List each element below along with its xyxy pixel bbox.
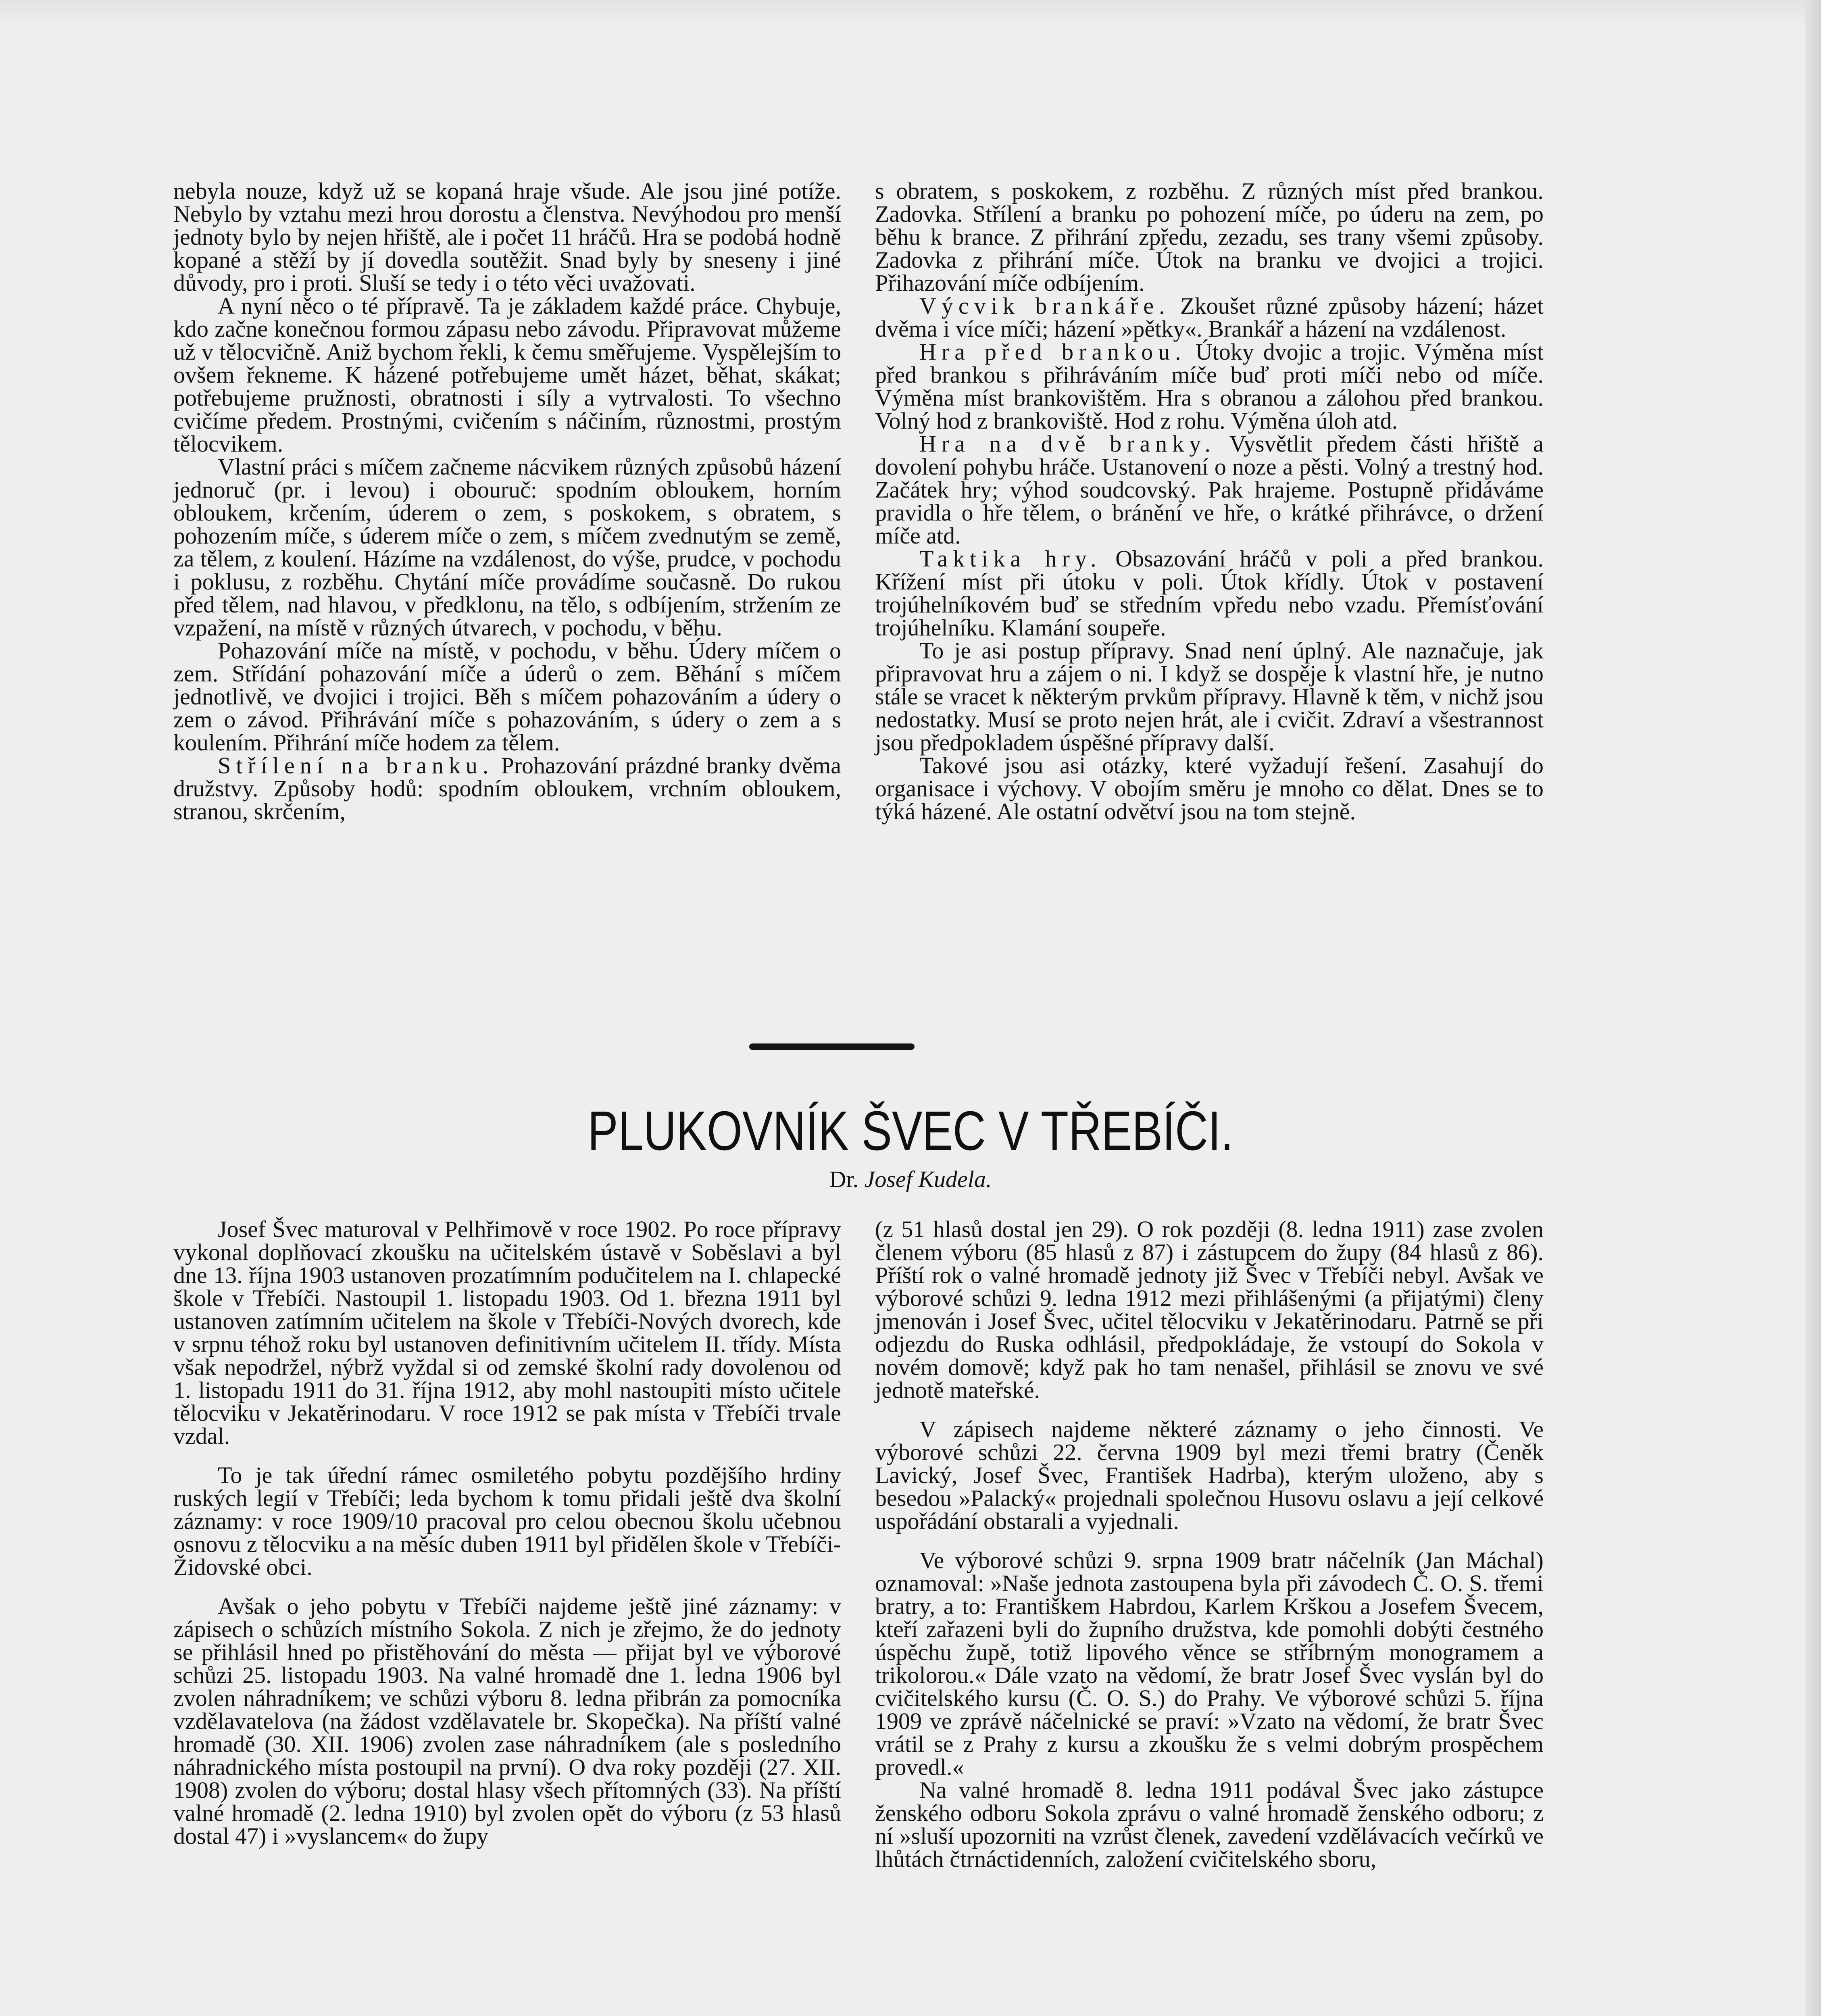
paragraph: [875, 432, 1544, 547]
scan-shadow-right: [1805, 0, 1821, 2016]
section-text: Prohazování prázdné branky dvěma družstvy. Způsoby hodů: spodním obloukem, vrchním obloukem, stranou, skrčením,: [173, 752, 841, 825]
paragraph: s obratem, s poskokem, z rozběhu. Z různých míst před brankou. Zadovka. Střílení a branku po pohození míče, po úderu na zem, po běhu k brance. Z přihrání zpředu, zezadu, ses trany všemi způsoby. Zadovka z přihrání míče. Útok na branku ve dvojici a trojici. Přihazování míče odbíjením.: [875, 178, 1544, 296]
paragraph: To je asi postup přípravy. Snad není úplný. Ale naznačuje, jak připravovat hru a zájem o ni. I když se dospěje k vlastní hře, je nutno stále se vracet k některým prvkům přípravy. Hlavně k těm, v nichž jsou nedostatky. Musí se proto nejen hrát, ale i cvičit. Zdraví a všestrannost jsou předpokladem úspěšné přípravy další.: [875, 637, 1544, 756]
paragraph: Takové jsou asi otázky, které vyžadují řešení. Zasahují do organisace i výchovy. V obojím směru je mnoho co dělat. Dnes se to týká házené. Ale ostatní odvětví jsou na tom stejně.: [875, 752, 1544, 825]
paragraph: Avšak o jeho pobytu v Třebíči najdeme ještě jiné záznamy: v zápisech o schůzích místního Sokola. Z nich je zřejmo, že do jednoty se přihlásil hned po přistěhování do města — přijat byl ve výborové schůzi 25. listopadu 1903. Na valné hromadě dne 1. ledna 1906 byl zvolen náhradníkem; ve schůzi výboru 8. ledna přibrán za pomocníka vzdělavatelova (na žádost vzdělavatele br. Skopečka). Na příští valné hromadě (30. XII. 1906) zvolen zase náhradníkem (ale s posledního náhradnického místa postoupil na první). O dva roky později (27. XII. 1908) zvolen do výboru; dostal hlasy všech přítomných (33). Na příští valné hromadě (2. ledna 1910) byl zvolen opět do výboru (z 53 hlasů dostal 47) i »vyslancem« do župy: [173, 1593, 841, 1849]
section-lead: Střílení na branku.: [218, 752, 494, 779]
scan-shadow-top: [0, 0, 1821, 24]
article-author: [0, 1167, 1821, 1191]
paragraph: [875, 294, 1544, 340]
paragraph: Pohazování míče na místě, v pochodu, v běhu. Údery míčem o zem. Střídání pohazování míče a úderů o zem. Běhání s míčem jednotlivě, ve dvojici i trojici. Běh s míčem pohazováním a údery o zem o závod. Přihrávání míče s pohazováním, s údery o zem a s koulením. Přihrání míče hodem za tělem.: [173, 637, 841, 756]
article-title: PLUKOVNÍK ŠVEC V TŘEBÍČI.: [588, 1100, 1233, 1162]
article-column-left: [173, 1218, 841, 1847]
paragraph: [173, 754, 841, 823]
paragraph: [875, 340, 1544, 432]
paragraph: A nyní něco o té přípravě. Ta je základem každé práce. Chybuje, kdo začne konečnou formou zápasu nebo závodu. Připravovat můžeme už v tělocvičně. Aniž bychom řekli, k čemu směřujeme. Vyspělejším to ovšem řekneme. K házené potřebujeme umět házet, běhat, skákat; potřebujeme pružnosti, obratnosti i síly a vytrvalosti. To všechno cvičíme předem. Prostnými, cvičením s náčiním, různostmi, prostým tělocvikem.: [173, 293, 841, 457]
section-text: Zkoušet různé způsoby házení; házet dvěma i více míči; házení »pětky«. Brankář a házení na vzdálenost.: [875, 293, 1544, 342]
separator-rule: [749, 1043, 915, 1050]
prev-article-column-left: [173, 179, 841, 823]
paragraph: Na valné hromadě 8. ledna 1911 podával Švec jako zástupce ženského odboru Sokola zprávu o valné hromadě ženského odboru; z ní »sluší upozorniti na vzrůst členek, zavedení vzdělávacích večírků ve lhůtách čtrnáctidenních, založení cvičitelského sboru,: [875, 1777, 1544, 1872]
author-prefix: Dr.: [829, 1166, 859, 1192]
author-name: Josef Kudela.: [864, 1166, 992, 1192]
paragraph: Ve výborové schůzi 9. srpna 1909 bratr náčelník (Jan Máchal) oznamoval: »Naše jednota zastoupena byla při závodech Č. O. S. třemi bratry, a to: Františkem Habrdou, Karlem Krškou a Josefem Švecem, kteří zařazeni byli do župního družstva, kde pomohli dobýti čestného úspěchu župě, totiž lipového věnce se stříbrným monogramem a trikolorou.« Dále vzato na vědomí, že bratr Josef Švec vyslán byl do cvičitelského kursu (Č. O. S.) do Prahy. Ve výborové schůzi 5. října 1909 ve zprávě náčelnické se praví: »Vzato na vědomí, že bratr Švec vrátil se z Prahy z kursu a zkoušku že s velmi dobrým prospěchem provedl.«: [875, 1547, 1544, 1780]
paragraph: nebyla nouze, když už se kopaná hraje všude. Ale jsou jiné potíže. Nebylo by vztahu mezi hrou dorostu a členstva. Nevýhodou pro menší jednoty bylo by nejen hřiště, ale i počet 11 hráčů. Hra se podobá hodně kopané a stěží by jí dovedla soutěžit. Snad byly by sneseny i jiné důvody, pro i proti. Sluší se tedy i o této věci uvažovati.: [173, 178, 841, 296]
section-lead: Taktika hry.: [919, 546, 1102, 572]
section-lead: Hra na dvě branky.: [919, 431, 1216, 457]
paragraph: [875, 547, 1544, 639]
section-text: Útoky dvojic a trojic. Výměna míst před brankou s přihráváním míče buď proti míči nebo od míče. Výměna míst brankovištěm. Hra s obranou a zálohou před brankou. Volný hod z brankoviště. Hod z rohu. Výměna úloh atd.: [875, 339, 1544, 434]
section-lead: Hra před brankou.: [919, 339, 1186, 365]
paragraph: Josef Švec maturoval v Pelhřimově v roce 1902. Po roce přípravy vykonal doplňovací zkoušku na učitelském ústavě v Soběslavi a byl dne 13. října 1903 ustanoven prozatímním podučitelem na I. chlapecké škole v Třebíči. Nastoupil 1. listopadu 1903. Od 1. března 1911 byl ustanoven zatímním učitelem na škole v Třebíči-Nových dvorech, kde v srpnu téhož roku byl ustanoven definitivním učitelem II. třídy. Místa však nepodržel, nýbrž vyždal si od zemské školní rady dovolenou od 1. listopadu 1911 do 31. října 1912, aby mohl nastoupiti místo učitele tělocviku v Jekatěrinodaru. V roce 1912 se pak místa v Třebíči trvale vzdal.: [173, 1216, 841, 1449]
paragraph: V zápisech najdeme některé záznamy o jeho činnosti. Ve výborové schůzi 22. června 1909 byl mezi třemi bratry (Čeněk Lavický, Josef Švec, František Hadrba), kterým uloženo, aby s besedou »Palacký« projednali společnou Husovu oslavu a její celkové uspořádání obstarali a vyjednali.: [875, 1416, 1544, 1534]
paragraph: To je tak úřední rámec osmiletého pobytu pozdějšího hrdiny ruských legií v Třebíči; leda bychom k tomu přidali ještě dva školní záznamy: v roce 1909/10 pracoval pro celou obecnou školu učebnou osnovu z tělocviku a na měsíc duben 1911 byl přidělen škole v Třebíči-Židovské obci.: [173, 1462, 841, 1580]
paragraph: Vlastní práci s míčem začneme nácvikem různých způsobů házení jednoruč (pr. i levou) i obouruč: spodním obloukem, horním obloukem, krčením, úderem o zem, s poskokem, s obratem, s pohozením míče, s úderem míče o zem, s míčem zvednutým se země, za tělem, z koulení. Házíme na vzdálenost, do výše, prudce, v pochodu i poklusu, z rozběhu. Chytání míče provádíme současně. Do rukou před tělem, nad hlavou, v předklonu, na tělo, s odbíjením, stržením ze vzpažení, na místě v různých útvarech, v pochodu, v běhu.: [173, 454, 841, 641]
section-text: Obsazování hráčů v poli a před brankou. Křížení míst při útoku v poli. Útok křídly. Útok v postavení trojúhelníkovém buď se středním vpředu nebo vzadu. Přemísťování trojúhelníku. Klamání soupeře.: [875, 546, 1544, 641]
section-lead: Výcvik brankáře.: [919, 293, 1170, 319]
prev-article-column-right: [875, 179, 1544, 823]
paragraph: (z 51 hlasů dostal jen 29). O rok později (8. ledna 1911) zase zvolen členem výboru (85 hlasů z 87) i zástupcem do župy (84 hlasů z 86). Příští rok o valné hromadě jednoty již Švec v Třebíči nebyl. Avšak ve výborové schůzi 9. ledna 1912 mezi přihlášenými (a přijatými) členy jmenován i Josef Švec, učitel tělocviku v Jekatěrinodaru. Patrně se při odjezdu do Ruska odhlásil, předpokládaje, že vstoupí do Sokola v novém domově; když pak ho tam nenašel, přihlásil se znovu ve své jednotě mateřské.: [875, 1216, 1544, 1403]
section-text: Vysvětlit předem části hřiště a dovolení pohybu hráče. Ustanovení o noze a pěsti. Volný a trestný hod. Začátek hry; výhod soudcovský. Pak hrajeme. Postupně přidáváme pravidla o hře tělem, o bránění ve hře, o krátké přihrávce, o držení míče atd.: [875, 431, 1544, 549]
article-column-right: [875, 1218, 1544, 1870]
